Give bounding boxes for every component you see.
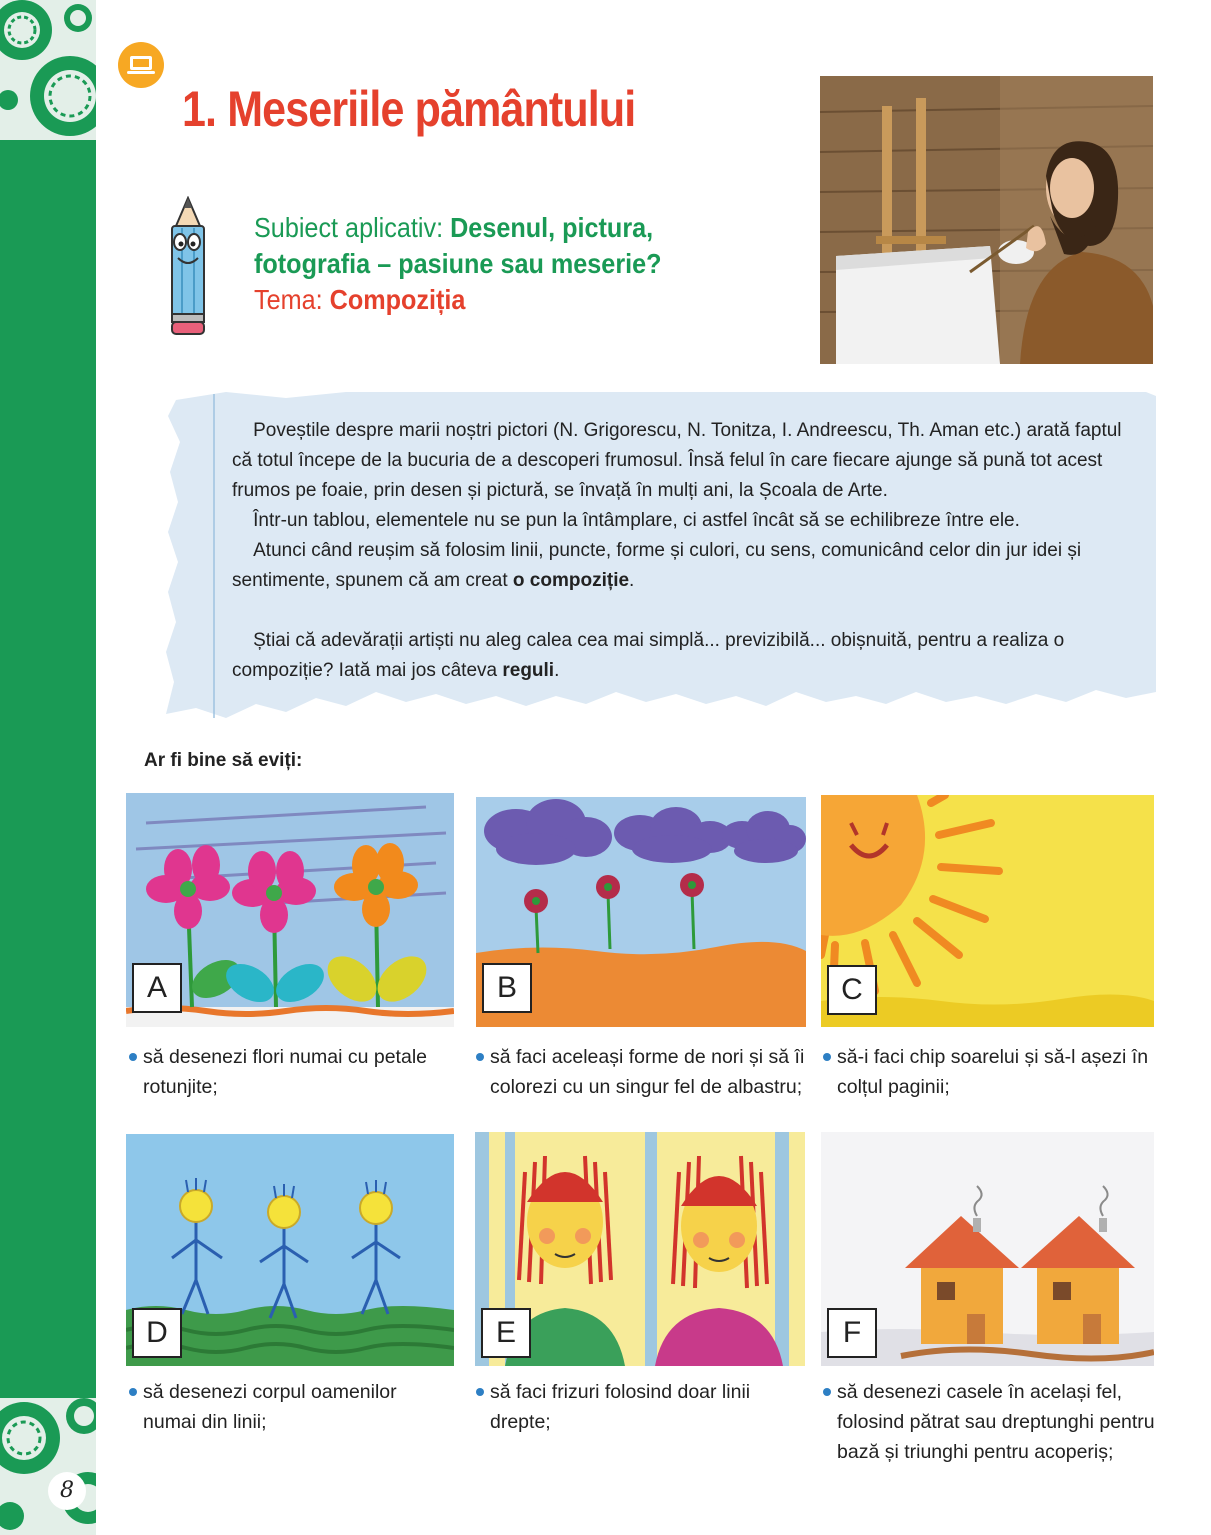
tema-prefix: Tema: (254, 284, 330, 315)
drawing-card-d (126, 1134, 454, 1366)
intro-paragraph-3: Atunci când reușim să folosim linii, puncte, forme și culori, cu sens, comunicând celor din jur idei și sentimente, spunem că am creat (232, 540, 1082, 591)
subject-line-1 (254, 210, 662, 246)
drawing-card-b (476, 797, 806, 1027)
page-number: 8 (48, 1472, 86, 1510)
bullet-icon (823, 1053, 831, 1061)
intro-text (232, 416, 1137, 686)
drawing-card-c (821, 795, 1154, 1027)
bullet-icon (129, 1388, 137, 1396)
paragraph-gap (232, 596, 1137, 626)
intro-paragraph (232, 416, 1137, 506)
card-caption (143, 1042, 453, 1102)
card-letter: D (132, 1308, 182, 1358)
intro-paragraph (232, 506, 1137, 536)
side-band (0, 0, 96, 1535)
lesson-title: 1. Meseriile pământului (182, 81, 636, 137)
bullet-icon (476, 1388, 484, 1396)
intro-paragraph-3-end: . (629, 570, 635, 591)
caption-text: să desenezi corpul oamenilor numai din linii; (143, 1381, 397, 1433)
bullet-icon (476, 1053, 484, 1061)
intro-bold-rules: reguli (502, 660, 555, 681)
intro-bold-composition: o compoziție (512, 570, 630, 591)
caption-text: să desenezi flori numai cu petale rotunjite; (143, 1046, 427, 1098)
subject-block (254, 210, 662, 318)
tema-value: Compoziția (329, 284, 466, 315)
card-caption (490, 1042, 810, 1102)
intro-paragraph-1: Poveștile despre marii noștri pictori (N. Grigorescu, N. Tonitza, I. Andreescu, Th. Aman etc.) arată faptul că totul începe de la bucuria de a descoperi frumosul. Însă felul în care fiecare ajunge să pună tot acest frumos pe foaie, prin desen și pictură, se învață în mulți ani, la Școala de Arte. (232, 420, 1122, 501)
digital-lesson-icon[interactable] (118, 42, 164, 88)
drawing-card-e (475, 1132, 805, 1366)
avoid-heading: Ar fi bine să eviți: (144, 750, 303, 771)
card-caption (837, 1042, 1157, 1102)
subject-title-line-2: fotografia – pasiune sau meserie? (254, 248, 662, 279)
card-letter: E (481, 1308, 531, 1358)
bullet-icon (129, 1053, 137, 1061)
intro-paragraph-4: Știai că adevărații artiști nu aleg calea cea mai simplă... previzibilă... obișnuită, pentru a realiza o compoziție? Iată mai jos câteva (232, 630, 1065, 681)
caption-text: să faci frizuri folosind doar linii drepte; (490, 1381, 751, 1433)
card-caption (143, 1377, 453, 1437)
card-caption (837, 1377, 1177, 1467)
bullet-icon (823, 1388, 831, 1396)
caption-text: să-i faci chip soarelui și să-l așezi în colțul paginii; (837, 1046, 1149, 1098)
drawing-card-f (821, 1132, 1154, 1366)
subject-title-line-1: Desenul, pictura, (450, 212, 654, 243)
intro-paragraph (232, 536, 1137, 596)
card-letter: A (132, 963, 182, 1013)
caption-text: să desenezi casele în același fel, folosind pătrat sau dreptunghi pentru bază și triunghi pentru acoperiș; (837, 1381, 1155, 1463)
tema-line (254, 282, 662, 318)
painter-photo (820, 76, 1153, 364)
card-letter: F (827, 1308, 877, 1358)
intro-paragraph-4-end: . (554, 660, 560, 681)
subject-prefix: Subiect aplicativ: (254, 212, 451, 243)
subject-line-2 (254, 246, 662, 282)
intro-paragraph (232, 626, 1137, 686)
side-circle-pattern-bottom (0, 1398, 96, 1535)
card-caption (490, 1377, 800, 1437)
intro-paragraph-2: Într-un tablou, elementele nu se pun la întâmplare, ci astfel încât să se echilibreze între ele. (253, 510, 1020, 531)
pencil-mascot-icon (160, 196, 216, 338)
side-circle-pattern-top (0, 0, 96, 140)
caption-text: să faci aceleași forme de nori și să îi colorezi cu un singur fel de albastru; (490, 1046, 805, 1098)
card-letter: C (827, 965, 877, 1015)
card-letter: B (482, 963, 532, 1013)
drawing-card-a (126, 793, 454, 1027)
